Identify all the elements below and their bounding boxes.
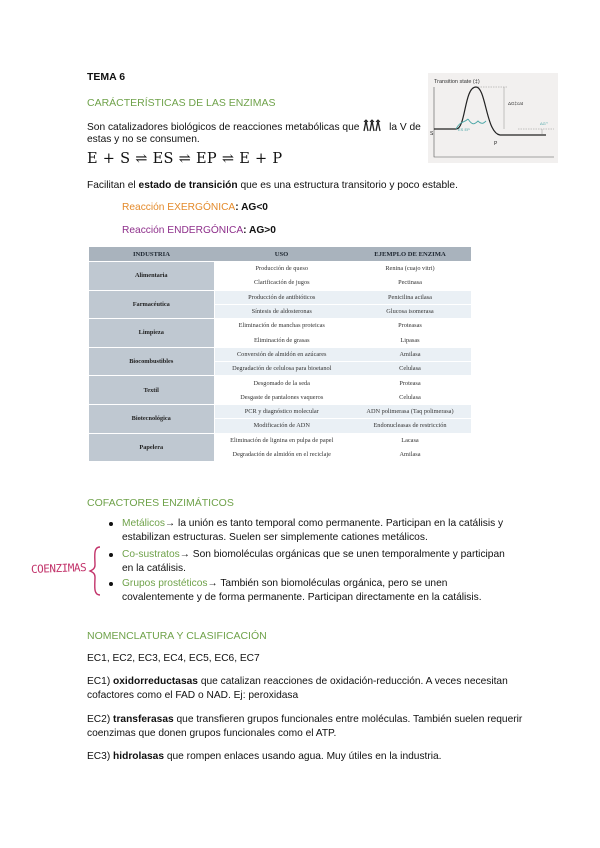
ec2-prefix: EC2) (87, 714, 114, 725)
table-cell: Producción de queso (214, 262, 349, 276)
cofactor-item-metallic-cont: estabilizan estructuras. Suelen ser simplemente cationes metálicos. (122, 532, 428, 543)
transition-state-line (87, 179, 458, 193)
table-cell: Modificación de ADN (214, 419, 349, 433)
table-cell: Celulasa (349, 362, 471, 376)
figure-title: Transition state (‡) (434, 79, 480, 85)
bullet-dot (109, 582, 113, 586)
ec1-bold: oxidorreductasas (113, 676, 198, 687)
ec3-text: que rompen enlaces usando agua. Muy útiles en la industria. (164, 751, 442, 762)
table-cell: Lipasas (349, 333, 471, 347)
reaction-equation: E + S ⇌ ES ⇌ EP ⇌ E + P (87, 151, 283, 167)
cofactor-text: También son biomoléculas orgánica, pero se unen (217, 578, 448, 589)
table-cell: Producción de antibióticos (214, 290, 349, 304)
cofactor-item-cosubstrate-cont: en la catálisis. (122, 563, 186, 574)
table-cell: Amilasa (349, 447, 471, 461)
intro-line-2: estas y no se consumen. (87, 134, 200, 145)
table-cell: Amilasa (349, 347, 471, 361)
cofactor-text: Son biomoléculas orgánicas que se unen temporalmente y participan (189, 549, 505, 560)
arrow-icon: → (179, 549, 190, 560)
arrow-icon: → (165, 518, 176, 529)
section-heading-characteristics: CARÁCTERÍSTICAS DE LAS ENZIMAS (87, 97, 276, 109)
table-cell: Eliminación de lignina en pulpa de papel (214, 433, 349, 447)
handwritten-arrows-icon (362, 119, 386, 132)
table-header-example: EJEMPLO DE ENZIMA (349, 247, 471, 262)
figure-dg-label: ΔG‡cat (508, 101, 524, 106)
ec2-line (87, 713, 522, 727)
table-cell: Eliminación de grasas (214, 333, 349, 347)
ec3-prefix: EC3) (87, 751, 114, 762)
table-cell: Celulasa (349, 390, 471, 404)
handwritten-coenzimas: COENZIMAS (30, 561, 87, 576)
figure-es-ep-label: ES EP (458, 127, 470, 132)
exergonic-line (122, 201, 268, 215)
exergonic-value: : AG<0 (235, 202, 268, 213)
table-cell: Glucosa isomerasa (349, 304, 471, 318)
section-heading-nomenclature: NOMENCLATURA Y CLASIFICACIÓN (87, 630, 267, 642)
table-cell: Lacasa (349, 433, 471, 447)
ec3-bold: hidrolasas (113, 751, 165, 762)
table-cell: Penicilina acilasa (349, 290, 471, 304)
table-cell: Degradación de almidón en el reciclaje (214, 447, 349, 461)
table-cell: Proteasas (349, 319, 471, 333)
table-cell: Síntesis de aldosteronas (214, 304, 349, 318)
transition-post: que es una estructura transitorio y poco estable. (237, 180, 458, 191)
section-heading-cofactors: COFACTORES ENZIMÁTICOS (87, 497, 234, 509)
ec1-prefix: EC1) (87, 676, 114, 687)
bullet-dot (109, 522, 113, 526)
table-cell: Desgomado de la seda (214, 376, 349, 390)
intro-text-a: Son catalizadores biológicos de reacciones metabólicas que (87, 122, 360, 133)
ec3-line (87, 750, 442, 764)
exergonic-label: Reacción EXERGÓNICA (122, 202, 236, 213)
arrow-icon: → (207, 578, 218, 589)
cofactor-label: Co-sustratos (122, 549, 180, 560)
figure-s-label: S (430, 131, 434, 137)
table-cell: Proteasa (349, 376, 471, 390)
intro-text-b: la V de (389, 122, 421, 133)
page-title: TEMA 6 (87, 71, 126, 83)
cofactor-item-metallic (122, 517, 503, 531)
transition-bold: estado de transición (138, 180, 238, 191)
table-cell: Renina (cuajo vitri) (349, 262, 471, 276)
figure-dg2-label: ΔG'° (540, 121, 549, 126)
energy-diagram-svg (428, 73, 558, 163)
ec1-line (87, 675, 508, 689)
table-cell: Desgaste de pantalones vaqueros (214, 390, 349, 404)
ec1-line-cont: cofactores como el FAD o NAD. Ej: peroxidasa (87, 690, 299, 701)
cofactor-item-cosubstrate (122, 548, 505, 562)
transition-pre: Facilitan el (87, 180, 139, 191)
ec2-bold: transferasas (113, 714, 174, 725)
enzyme-industry-table (89, 247, 471, 462)
cofactor-item-prosthetic-cont: covalentemente y de forma permanente. Participan directamente en la catálisis. (122, 592, 482, 603)
figure-p-label: P (494, 141, 498, 147)
table-industry-cell: Papelera (89, 433, 214, 462)
table-cell: Degradación de celulosa para bioetanol (214, 362, 349, 376)
table-industry-cell: Biotecnológica (89, 404, 214, 433)
energy-diagram-figure (428, 73, 558, 163)
table-cell: ADN polimerasa (Taq polimerasa) (349, 404, 471, 418)
bullet-dot (109, 553, 113, 557)
endergonic-value: : AG>0 (243, 225, 276, 236)
table-industry-cell: Biocombustibles (89, 347, 214, 376)
curly-brace-icon (88, 545, 104, 597)
ec-list: EC1, EC2, EC3, EC4, EC5, EC6, EC7 (87, 653, 260, 664)
table-industry-cell: Textil (89, 376, 214, 405)
endergonic-label: Reacción ENDERGÓNICA (122, 225, 244, 236)
cofactor-item-prosthetic (122, 577, 447, 591)
table-cell: PCR y diagnóstico molecular (214, 404, 349, 418)
ec2-text: que transfieren grupos funcionales entre moléculas. También suelen requerir (173, 714, 523, 725)
table-cell: Pectinasa (349, 276, 471, 290)
table-cell: Endonucleasas de restricción (349, 419, 471, 433)
cofactor-label: Metálicos (122, 518, 166, 529)
table-header-use: USO (214, 247, 349, 262)
table-cell: Conversión de almidón en azúcares (214, 347, 349, 361)
table-cell: Clarificación de jugos (214, 276, 349, 290)
cofactor-text: la unión es tanto temporal como permanente. Participan en la catálisis y (175, 518, 504, 529)
ec2-line-cont: coenzimas que donen grupos funcionales como el ATP. (87, 728, 337, 739)
cofactor-label: Grupos prostéticos (122, 578, 208, 589)
table-cell: Eliminación de manchas proteicas (214, 319, 349, 333)
ec1-text: que catalizan reacciones de oxidación-reducción. A veces necesitan (197, 676, 508, 687)
table-header-industry: INDUSTRIA (89, 247, 214, 262)
table-industry-cell: Alimentaria (89, 262, 214, 291)
table-industry-cell: Limpieza (89, 319, 214, 348)
endergonic-line (122, 224, 276, 238)
enzyme-table (89, 247, 471, 462)
table-industry-cell: Farmacéutica (89, 290, 214, 319)
